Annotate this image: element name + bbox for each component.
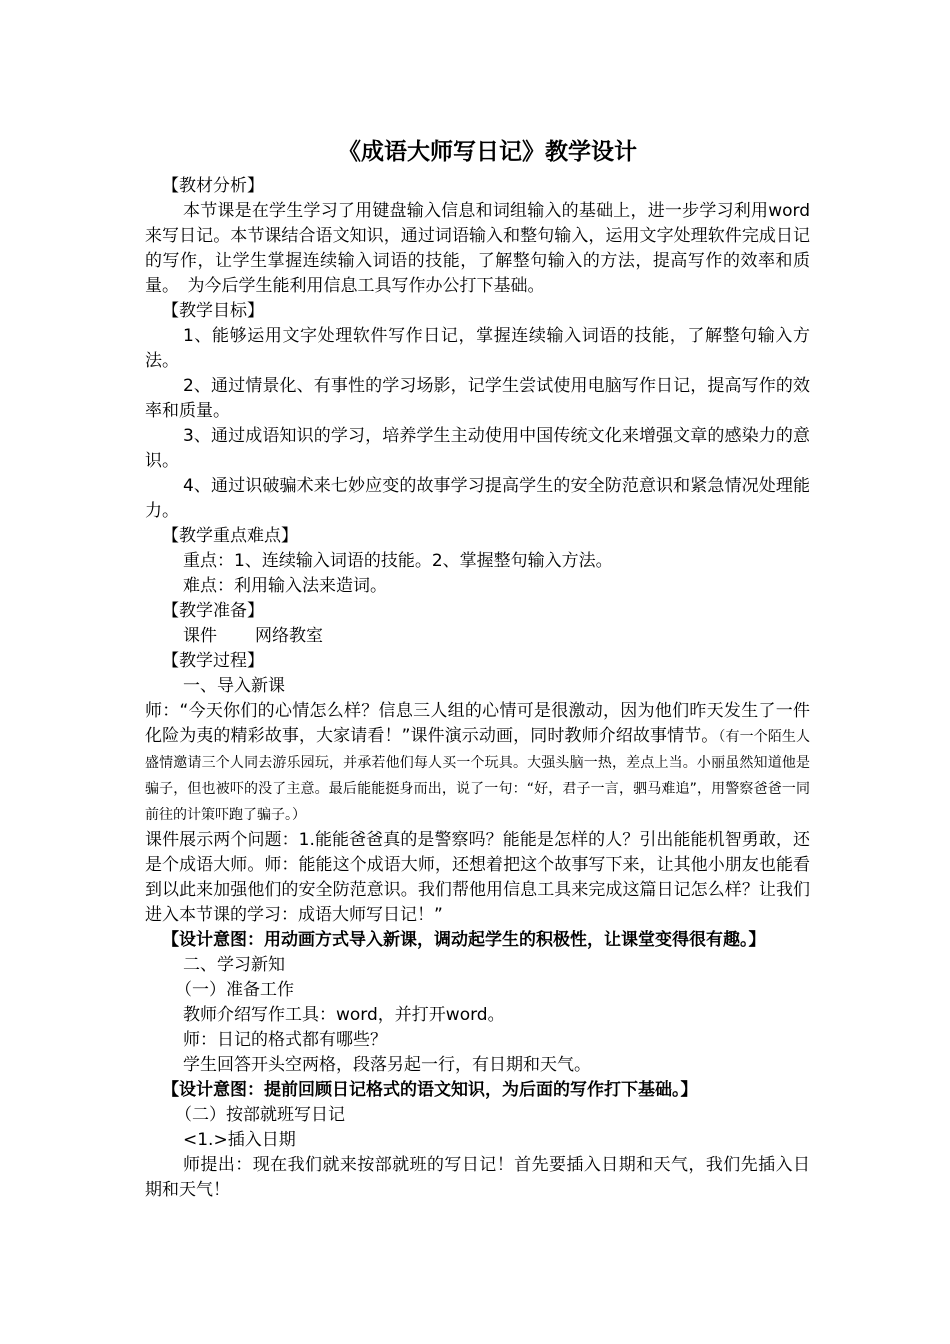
step-2-1-line-a: 教师介绍写作工具：word，并打开word。 xyxy=(183,1005,505,1025)
step-2-2-paragraph: 师提出：现在我们就来按部就班的写日记！首先要插入日期和天气，我们先插入日期和天气！ xyxy=(145,1155,810,1200)
step-2-2-1-heading: <1.>插入日期 xyxy=(183,1130,296,1150)
document-title: 《成语大师写日记》教学设计 xyxy=(338,139,637,165)
goal-4: 4、通过识破骗术来七妙应变的故事学习提高学生的安全防范意识和紧急情况处理能力。 xyxy=(145,476,810,521)
step-1-heading: 一、导入新课 xyxy=(183,676,285,696)
design-intent-1: 【设计意图：用动画方式导入新课，调动起学生的积极性，让课堂变得很有趣。】 xyxy=(162,930,766,950)
key-point: 重点：1、连续输入词语的技能。2、掌握整句输入方法。 xyxy=(183,551,613,571)
step-2-1-line-b: 师：日记的格式都有哪些？ xyxy=(183,1030,387,1050)
goal-1: 1、能够运用文字处理软件写作日记，掌握连续输入词语的技能，了解整句输入方法。 xyxy=(145,326,810,371)
document-page xyxy=(145,132,810,1203)
step-2-2-heading: （二）按部就班写日记 xyxy=(175,1105,345,1125)
design-intent-2: 【设计意图：提前回顾日记格式的语文知识，为后面的写作打下基础。】 xyxy=(162,1080,698,1100)
step-1-paragraph-2: 课件展示两个问题：1.能能爸爸真的是警察吗？能能是怎样的人？引出能能机智勇敢，还是个成语大师。师：能能这个成语大师，还想着把这个故事写下来，让其他小朋友也能看到以此来加强他们的安全防范意识。我们帮他用信息工具来完成这篇日记怎么样？让我们进入本节课的学习：成语大师写日记！” xyxy=(145,830,810,925)
step-2-heading: 二、学习新知 xyxy=(183,955,285,975)
prep-item-courseware: 课件 xyxy=(183,626,217,646)
section-heading-material: 【教材分析】 xyxy=(162,176,264,196)
prep-item-classroom: 网络教室 xyxy=(255,626,323,646)
step-1-main-text: 师：“今天你们的心情怎么样？信息三人组的心情可是很激动，因为他们昨天发生了一件化险为夷的精彩故事，大家请看！”课件演示动画，同时教师介绍故事情节。 xyxy=(145,701,810,746)
goal-2: 2、通过情景化、有事性的学习场影，记学生尝试使用电脑写作日记，提高写作的效率和质量。 xyxy=(145,376,810,421)
section-heading-keypoints: 【教学重点难点】 xyxy=(162,526,298,546)
section-heading-goals: 【教学目标】 xyxy=(162,301,264,321)
paragraph-material: 本节课是在学生学习了用键盘输入信息和词组输入的基础上，进一步学习利用word来写日记。本节课结合语文知识，通过词语输入和整句输入，运用文字处理软件完成日记的写作，让学生掌握连续输入词语的技能，了解整句输入的方法，提高写作的效率和质量。 为今后学生能利用信息工具写作办公打下基础。 xyxy=(145,201,810,296)
section-heading-process: 【教学过程】 xyxy=(162,651,264,671)
step-1-story-note: （有一个陌生人盛情邀请三个人同去游乐园玩，并承若他们每人买一个玩具。大强头脑一热，差点上当。小丽虽然知道他是骗子，但也被吓的没了主意。最后能能挺身而出，说了一句：“好，君子一言，驷马难追”，用警察爸爸一同前往的计策吓跑了骗子。） xyxy=(145,729,811,823)
step-2-1-line-c: 学生回答开头空两格，段落另起一行，有日期和天气。 xyxy=(183,1055,591,1075)
step-1-paragraph xyxy=(145,699,810,828)
step-2-1-heading: （一）准备工作 xyxy=(175,980,294,1000)
preparation-line xyxy=(145,624,810,649)
goal-3: 3、通过成语知识的学习，培养学生主动使用中国传统文化来增强文章的感染力的意识。 xyxy=(145,426,810,471)
difficult-point: 难点：利用输入法来造词。 xyxy=(183,576,387,596)
section-heading-preparation: 【教学准备】 xyxy=(162,601,264,621)
